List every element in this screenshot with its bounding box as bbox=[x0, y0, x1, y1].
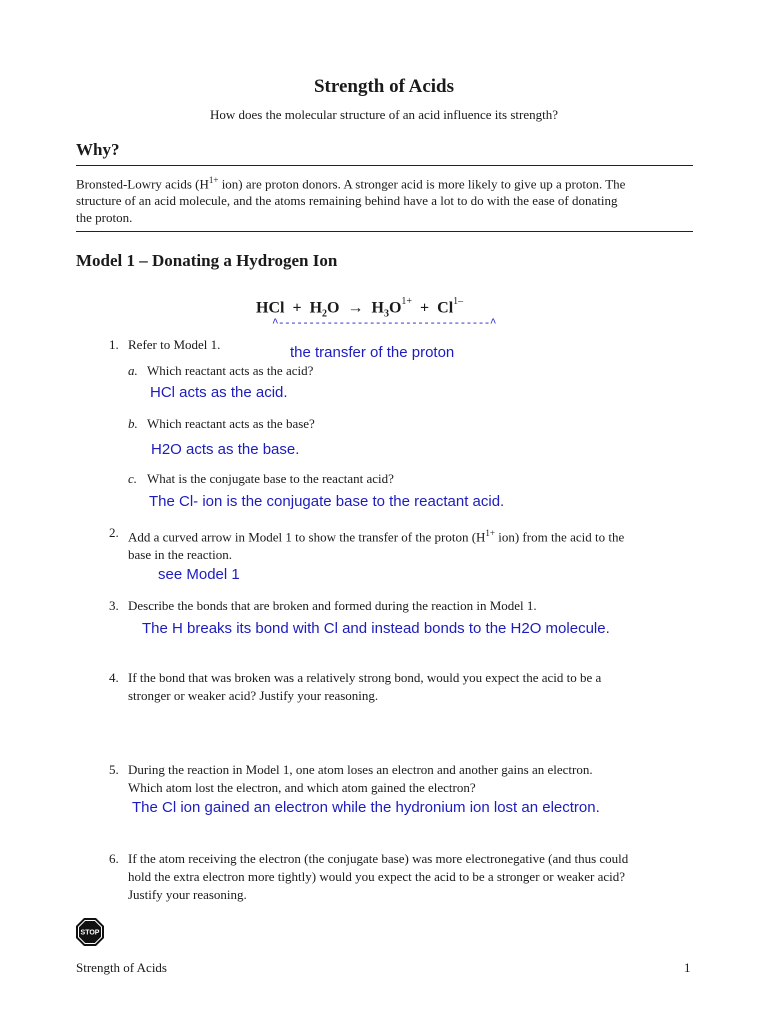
q4-line-1: If the bond that was broken was a relatively strong bond, would you expect the acid to be a bbox=[128, 670, 602, 685]
q2-line-2: base in the reaction. bbox=[128, 547, 232, 563]
divider-bottom bbox=[76, 231, 693, 232]
q2-text bbox=[128, 524, 696, 564]
page-number: 1 bbox=[684, 960, 691, 975]
divider-top bbox=[76, 165, 693, 166]
page-subtitle: How does the molecular structure of an acid influence its strength? bbox=[210, 107, 558, 122]
q5-line-2: Which atom lost the electron, and which atom gained the electron? bbox=[128, 780, 476, 795]
footer-title: Strength of Acids bbox=[76, 960, 167, 975]
q6-text bbox=[128, 850, 696, 904]
stop-sign-icon bbox=[75, 917, 105, 947]
q5-answer: The Cl ion gained an electron while the hydronium ion lost an electron. bbox=[132, 799, 600, 816]
q5-line-1: During the reaction in Model 1, one atom loses an electron and another gains an electron. bbox=[128, 762, 593, 777]
q1a-text: Which reactant acts as the acid? bbox=[147, 363, 314, 378]
q6-number: 6. bbox=[109, 851, 119, 866]
chemical-equation: HCl + $H_2O \to H_3O^{1+} + Cl^{1-}$ bbox=[256, 296, 464, 320]
proton-transfer-arrow: ^-----------------------------------^ bbox=[272, 318, 496, 330]
why-heading: Why? bbox=[76, 140, 120, 159]
q1c-answer: The Cl- ion is the conjugate base to the reactant acid. bbox=[149, 493, 505, 510]
q6-line-3: Justify your reasoning. bbox=[128, 887, 247, 902]
q3-number: 3. bbox=[109, 598, 119, 613]
q3-answer: The H breaks its bond with Cl and instead bonds to the H2O molecule. bbox=[142, 620, 610, 637]
q1b-letter: b. bbox=[128, 416, 138, 431]
q4-number: 4. bbox=[109, 670, 119, 685]
q2-line-1: Add a curved arrow in Model 1 to show the transfer of the proton ($H^{1+}$ ion) from the acid to the bbox=[128, 528, 625, 545]
q4-text bbox=[128, 669, 696, 705]
model1-heading: Model 1 – Donating a Hydrogen Ion bbox=[76, 251, 338, 270]
stop-sign-label: STOP bbox=[80, 929, 100, 937]
q1a-letter: a. bbox=[128, 363, 138, 378]
page-title: Strength of Acids bbox=[313, 76, 455, 97]
q2-answer: see Model 1 bbox=[158, 566, 240, 583]
q1c-letter: c. bbox=[128, 471, 138, 486]
q5-number: 5. bbox=[109, 762, 119, 777]
q1a-answer: HCl acts as the acid. bbox=[150, 384, 288, 401]
q1c-text: What is the conjugate base to the reactant acid? bbox=[147, 471, 394, 486]
proton-transfer-label: the transfer of the proton bbox=[290, 344, 455, 361]
q1b-answer: H2O acts as the base. bbox=[151, 441, 300, 458]
q4-line-2: stronger or weaker acid? Justify your reasoning. bbox=[128, 688, 379, 703]
q1-number: 1. bbox=[109, 337, 119, 352]
q2-number: 2. bbox=[109, 525, 119, 540]
q6-line-2: hold the extra electron more tightly) would you expect the acid to be a stronger or weaker acid? bbox=[128, 869, 626, 884]
q3-text: Describe the bonds that are broken and formed during the reaction in Model 1. bbox=[128, 598, 537, 613]
q6-line-1: If the atom receiving the electron (the conjugate base) was more electronegative (and thus could bbox=[128, 851, 629, 866]
q1-text: Refer to Model 1. bbox=[128, 337, 221, 352]
q5-text bbox=[128, 761, 696, 797]
why-line-2: structure of an acid molecule, and the atoms remaining behind have a lot to do with the ease of donating bbox=[76, 193, 618, 209]
why-line-1: Bronsted-Lowry acids ($H^{1+}$ ion) are proton donors. A stronger acid is more likely to give up a proton. The bbox=[76, 175, 626, 192]
q1b-text: Which reactant acts as the base? bbox=[147, 416, 315, 431]
reaction-arrow-icon: → bbox=[347, 299, 364, 317]
why-line-3: the proton. bbox=[76, 210, 133, 226]
why-paragraph bbox=[76, 172, 696, 226]
